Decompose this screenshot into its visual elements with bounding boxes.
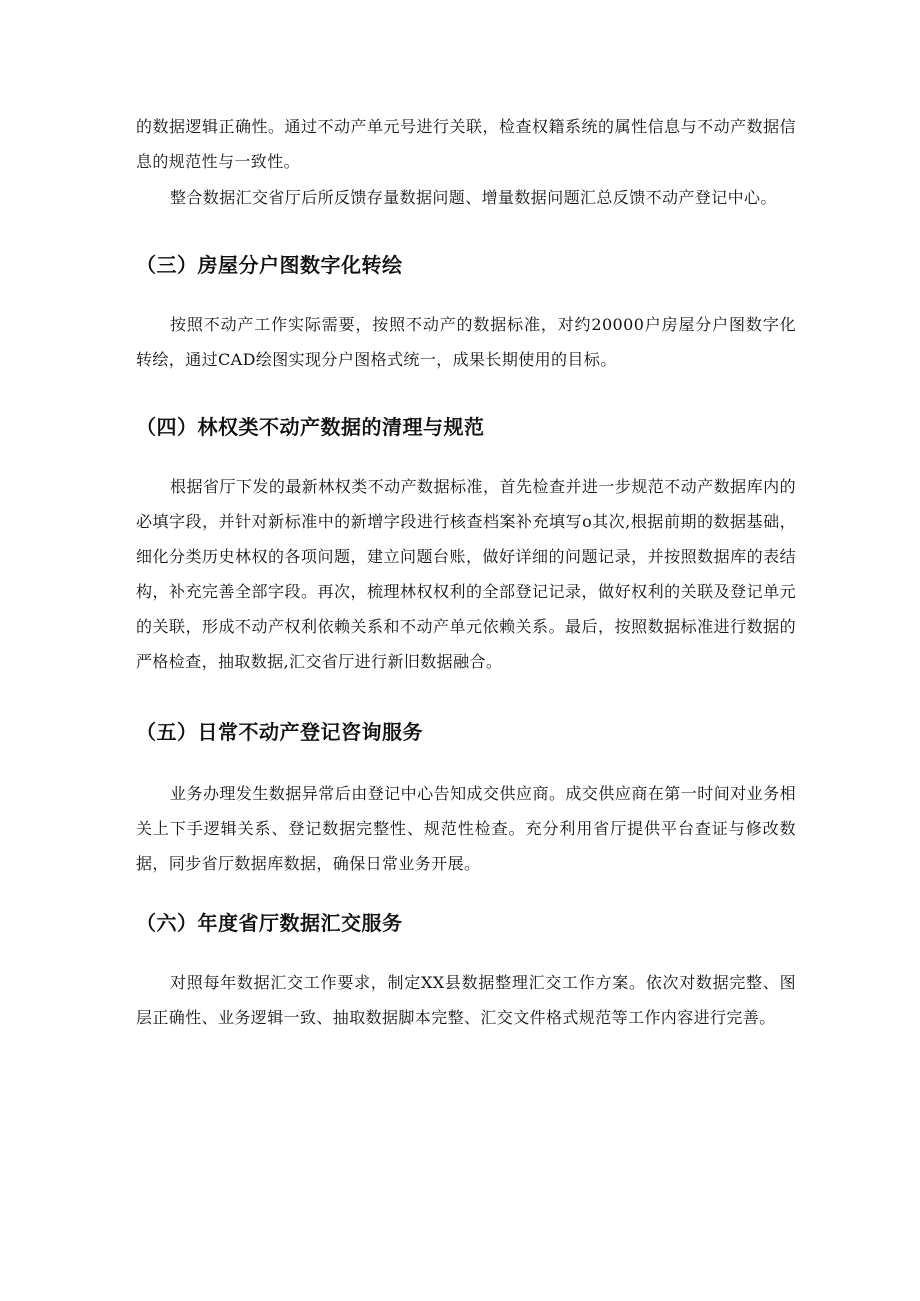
section-heading-3: （三）房屋分户图数字化转绘 (136, 253, 403, 277)
section-heading-4: （四）林权类不动产数据的清理与规范 (136, 415, 485, 439)
paragraph-section-4: 根据省厅下发的最新林权类不动产数据标准，首先检查并进一步规范不动产数据库内的必填字段，并针对新标准中的新增字段进行核查档案补充填写o其次,根据前期的数据基础，细化分类历史林权的各项问题，建立问题台账，做好详细的问题记录，并按照数据库的表结构，补充完善全部字段。再次，梳理林权权利的全部登记记录，做好权利的关联及登记单元的关联，形成不动产权利依赖关系和不动产单元依赖关系。最后，按照数据标准进行数据的严格检查，抽取数据,汇交省厅进行新旧数据融合。 (136, 477, 796, 671)
paragraph-section-5: 业务办理发生数据异常后由登记中心告知成交供应商。成交供应商在第一时间对业务相关上下手逻辑关系、登记数据完整性、规范性检查。充分利用省厅提供平台查证与修改数据，同步省厅数据库数据，确保日常业务开展。 (136, 784, 796, 873)
section-heading-5: （五）日常不动产登记咨询服务 (136, 720, 423, 744)
paragraph-feedback: 整合数据汇交省厅后所反馈存量数据问题、增量数据问题汇总反馈不动产登记中心。 (170, 188, 777, 207)
section-heading-6: （六）年度省厅数据汇交服务 (136, 911, 403, 935)
paragraph-section-6: 对照每年数据汇交工作要求，制定XX县数据整理汇交工作方案。依次对数据完整、图层正确性、业务逻辑一致、抽取数据脚本完整、汇交文件格式规范等工作内容进行完善。 (136, 973, 796, 1027)
paragraph-continuation: 的数据逻辑正确性。通过不动产单元号进行关联，检查权籍系统的属性信息与不动产数据信息的规范性与一致性。 (136, 117, 796, 171)
paragraph-section-3: 按照不动产工作实际需要，按照不动产的数据标准，对约20000户房屋分户图数字化转绘，通过CAD绘图实现分户图格式统一，成果长期使用的目标。 (136, 315, 796, 369)
